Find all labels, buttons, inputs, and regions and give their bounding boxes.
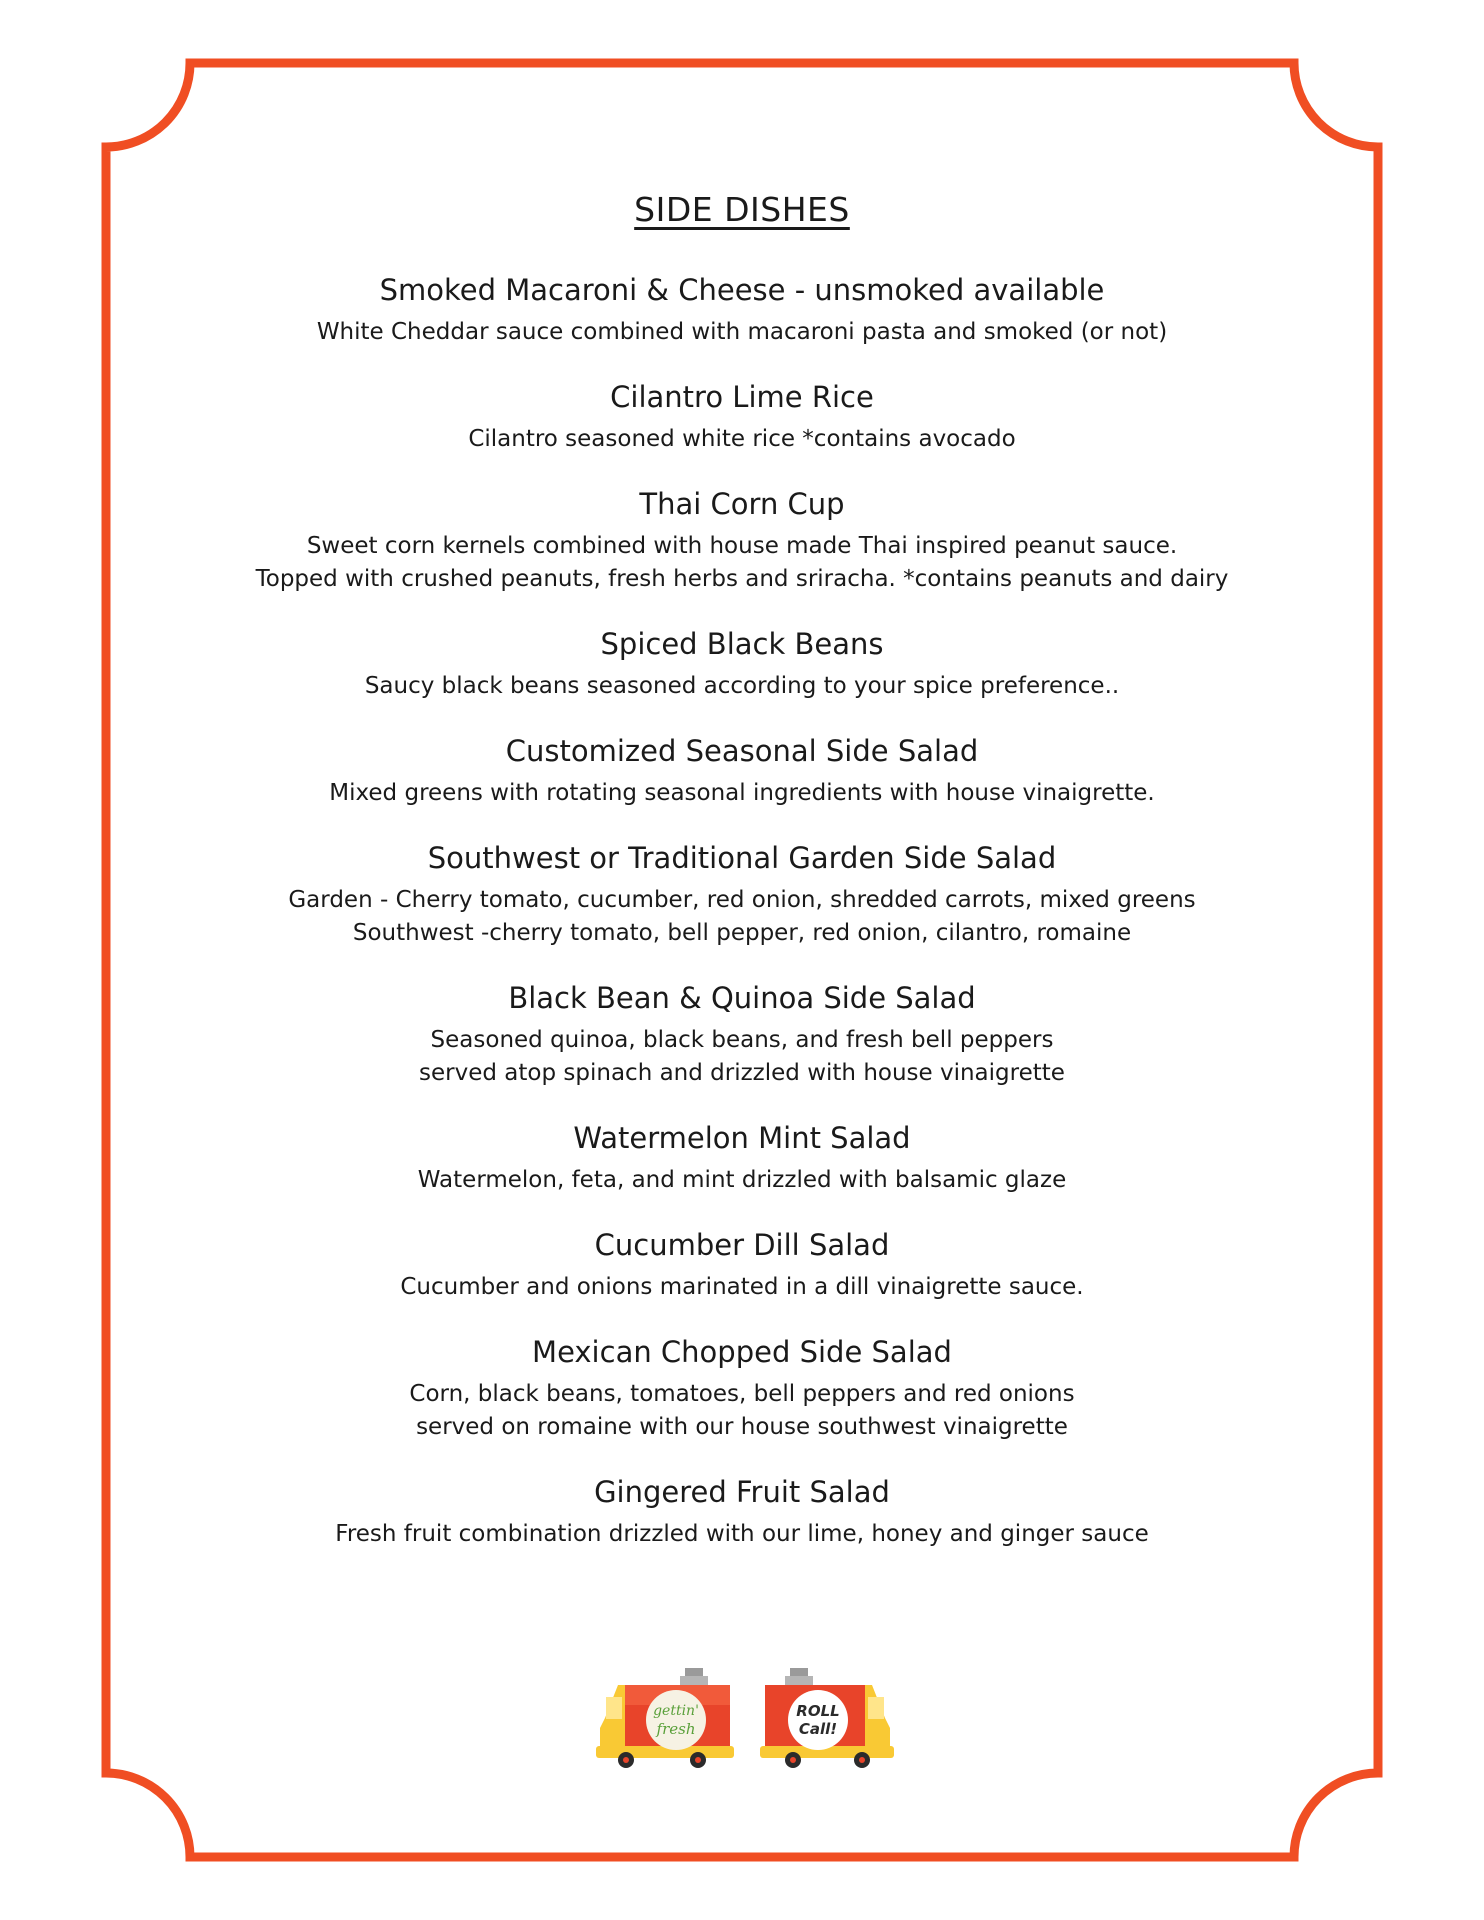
item-name: Spiced Black Beans bbox=[600, 627, 884, 661]
menu-items bbox=[0, 270, 1484, 1579]
roll-call-truck-logo bbox=[760, 1668, 894, 1768]
item-name: Thai Corn Cup bbox=[639, 487, 845, 521]
item-name: Southwest or Traditional Garden Side Salad bbox=[427, 841, 1057, 875]
svg-text:fresh: fresh bbox=[656, 1720, 696, 1738]
gettin-fresh-logo-text: gettin' bbox=[653, 1703, 699, 1719]
menu-item bbox=[0, 377, 1484, 456]
roll-call-logo-text: ROLL bbox=[796, 1702, 840, 1720]
menu-item bbox=[0, 978, 1484, 1090]
gettin-fresh-truck-logo bbox=[596, 1668, 734, 1768]
menu-item bbox=[0, 1472, 1484, 1551]
menu-item bbox=[0, 1225, 1484, 1304]
item-description: Cucumber and onions marinated in a dill vinaigrette sauce. bbox=[400, 1274, 1084, 1300]
menu-item bbox=[0, 1118, 1484, 1197]
menu-item bbox=[0, 484, 1484, 596]
item-name: Mexican Chopped Side Salad bbox=[532, 1335, 952, 1369]
menu-item bbox=[0, 1332, 1484, 1444]
item-name: Black Bean & Quinoa Side Salad bbox=[508, 981, 976, 1015]
menu-item bbox=[0, 270, 1484, 349]
svg-text:Call!: Call! bbox=[798, 1720, 838, 1738]
item-description: Sweet corn kernels combined with house made Thai inspired peanut sauce. Topped with crushed peanuts, fresh herbs and sriracha. *contains peanuts and dairy bbox=[255, 533, 1229, 592]
page-title: SIDE DISHES bbox=[634, 190, 850, 229]
item-description: Saucy black beans seasoned according to your spice preference.. bbox=[364, 673, 1120, 699]
item-description: Watermelon, feta, and mint drizzled with balsamic glaze bbox=[417, 1167, 1067, 1193]
item-name: Customized Seasonal Side Salad bbox=[505, 734, 979, 768]
item-name: Gingered Fruit Salad bbox=[594, 1475, 890, 1509]
food-truck-logos bbox=[0, 1668, 1484, 1788]
item-description: White Cheddar sauce combined with macaroni pasta and smoked (or not) bbox=[316, 319, 1168, 345]
item-name: Smoked Macaroni & Cheese - unsmoked available bbox=[379, 273, 1105, 307]
menu-item bbox=[0, 731, 1484, 810]
menu-item bbox=[0, 838, 1484, 950]
menu-item bbox=[0, 624, 1484, 703]
item-description: Seasoned quinoa, black beans, and fresh bell peppers served atop spinach and drizzled with house vinaigrette bbox=[419, 1027, 1065, 1086]
item-description: Garden - Cherry tomato, cucumber, red onion, shredded carrots, mixed greens Southwest -cherry tomato, bell pepper, red onion, cilantro, romaine bbox=[288, 887, 1196, 946]
item-description: Fresh fruit combination drizzled with our lime, honey and ginger sauce bbox=[335, 1521, 1149, 1547]
item-description: Corn, black beans, tomatoes, bell peppers and red onions served on romaine with our house southwest vinaigrette bbox=[409, 1381, 1075, 1440]
item-description: Mixed greens with rotating seasonal ingredients with house vinaigrette. bbox=[329, 780, 1155, 806]
item-name: Cucumber Dill Salad bbox=[594, 1228, 890, 1262]
item-name: Watermelon Mint Salad bbox=[573, 1121, 911, 1155]
item-description: Cilantro seasoned white rice *contains avocado bbox=[468, 426, 1016, 452]
item-name: Cilantro Lime Rice bbox=[610, 380, 874, 414]
